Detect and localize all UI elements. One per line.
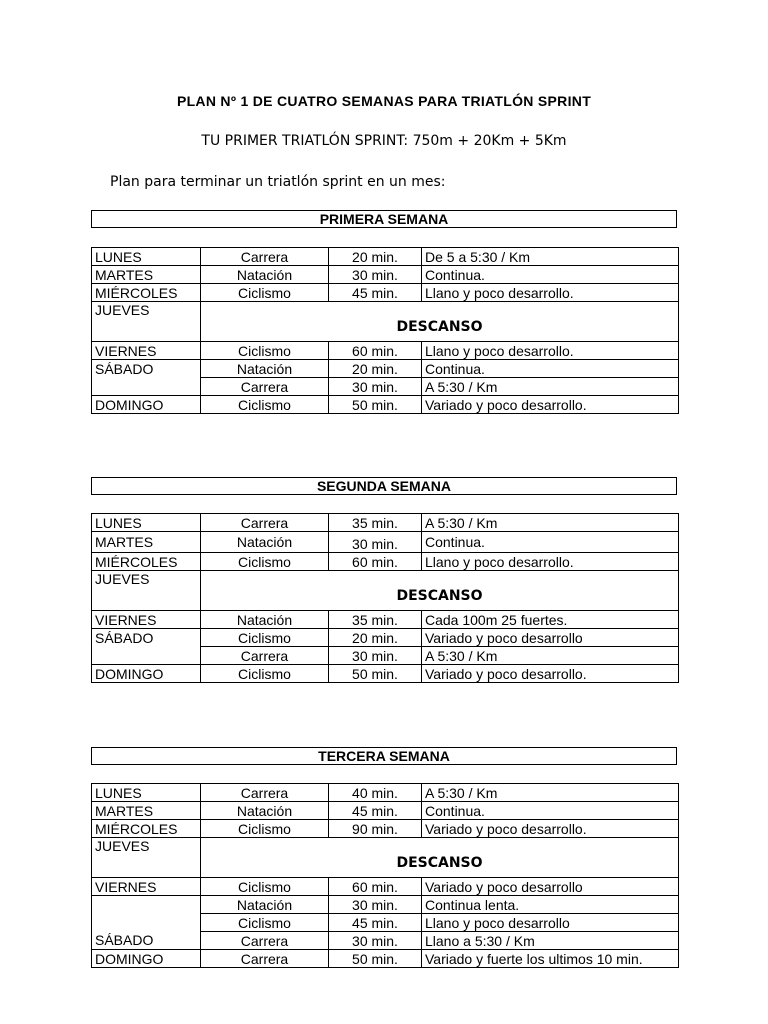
day-cell: [92, 647, 201, 665]
time-cell: 45 min.: [329, 284, 422, 302]
activity-cell: Ciclismo: [201, 553, 329, 571]
time-cell: 50 min.: [329, 396, 422, 414]
table-row: [92, 248, 679, 266]
week-2-header: SEGUNDA SEMANA: [91, 477, 677, 495]
activity-cell: Carrera: [201, 784, 329, 802]
activity-cell: Ciclismo: [201, 914, 329, 932]
day-cell: JUEVES: [92, 571, 201, 611]
time-cell: 30 min.: [329, 378, 422, 396]
table-row: [92, 820, 679, 838]
table-row: [92, 896, 679, 914]
time-cell: 40 min.: [329, 784, 422, 802]
desc-cell: Variado y poco desarrollo: [422, 629, 679, 647]
day-cell: MIÉRCOLES: [92, 820, 201, 838]
activity-cell: Natación: [201, 611, 329, 629]
day-cell: LUNES: [92, 248, 201, 266]
desc-cell: Llano a 5:30 / Km: [422, 932, 679, 950]
desc-cell: Llano y poco desarrollo.: [422, 553, 679, 571]
table-row: [92, 802, 679, 820]
day-cell: MARTES: [92, 266, 201, 284]
activity-cell: Carrera: [201, 378, 329, 396]
activity-cell: Natación: [201, 896, 329, 914]
day-cell: SÁBADO: [92, 932, 201, 950]
time-cell: 60 min.: [329, 878, 422, 896]
time-cell: 45 min.: [329, 802, 422, 820]
activity-cell: Ciclismo: [201, 878, 329, 896]
time-cell: 30 min.: [329, 266, 422, 284]
intro-text: Plan para terminar un triatlón sprint en un mes:: [110, 174, 446, 190]
time-cell: 50 min.: [329, 665, 422, 683]
activity-cell: Ciclismo: [201, 396, 329, 414]
day-cell: MIÉRCOLES: [92, 553, 201, 571]
day-cell: MARTES: [92, 802, 201, 820]
table-row: [92, 396, 679, 414]
desc-cell: Continua.: [422, 266, 679, 284]
rest-label: DESCANSO: [201, 838, 679, 878]
page-subtitle: TU PRIMER TRIATLÓN SPRINT: 750m + 20Km + 5Km: [201, 133, 567, 149]
activity-cell: Carrera: [201, 950, 329, 968]
time-cell: 35 min.: [329, 611, 422, 629]
day-cell: VIERNES: [92, 611, 201, 629]
activity-cell: Natación: [201, 266, 329, 284]
table-row: [92, 611, 679, 629]
table-row: [92, 553, 679, 571]
table-row: [92, 647, 679, 665]
day-cell: VIERNES: [92, 342, 201, 360]
time-cell: 35 min.: [329, 514, 422, 532]
table-row-rest: [92, 302, 679, 342]
desc-cell: Llano y poco desarrollo.: [422, 284, 679, 302]
week-3-header: TERCERA SEMANA: [91, 747, 677, 765]
page-title: PLAN Nº 1 DE CUATRO SEMANAS PARA TRIATLÓN SPRINT: [176, 93, 592, 109]
table-row: [92, 378, 679, 396]
table-row-rest: [92, 571, 679, 611]
week-1-header: PRIMERA SEMANA: [91, 210, 677, 228]
desc-cell: Variado y poco desarrollo.: [422, 820, 679, 838]
table-row-rest: [92, 838, 679, 878]
table-row: [92, 342, 679, 360]
desc-cell: A 5:30 / Km: [422, 514, 679, 532]
activity-cell: Natación: [201, 802, 329, 820]
table-row: [92, 665, 679, 683]
time-cell: 30 min.: [329, 647, 422, 665]
day-cell: LUNES: [92, 514, 201, 532]
week-1-table: [91, 247, 679, 414]
day-cell: [92, 896, 201, 914]
activity-cell: Carrera: [201, 647, 329, 665]
table-row: [92, 950, 679, 968]
activity-cell: Ciclismo: [201, 342, 329, 360]
activity-cell: Ciclismo: [201, 665, 329, 683]
time-cell: 20 min.: [329, 360, 422, 378]
desc-cell: Llano y poco desarrollo.: [422, 342, 679, 360]
table-row: [92, 266, 679, 284]
desc-cell: Continua.: [422, 360, 679, 378]
day-cell: SÁBADO: [92, 360, 201, 378]
day-cell: JUEVES: [92, 302, 201, 342]
table-row: [92, 514, 679, 532]
desc-cell: Variado y poco desarrollo: [422, 878, 679, 896]
activity-cell: Natación: [201, 532, 329, 553]
desc-cell: De 5 a 5:30 / Km: [422, 248, 679, 266]
time-cell: 30 min.: [329, 532, 422, 553]
desc-cell: A 5:30 / Km: [422, 784, 679, 802]
table-row: [92, 878, 679, 896]
desc-cell: Cada 100m 25 fuertes.: [422, 611, 679, 629]
activity-cell: Carrera: [201, 932, 329, 950]
table-row: [92, 284, 679, 302]
desc-cell: Variado y fuerte los ultimos 10 min.: [422, 950, 679, 968]
day-cell: MARTES: [92, 532, 201, 553]
table-row: [92, 784, 679, 802]
day-cell: LUNES: [92, 784, 201, 802]
activity-cell: Ciclismo: [201, 820, 329, 838]
day-cell: [92, 914, 201, 932]
day-cell: MIÉRCOLES: [92, 284, 201, 302]
table-row: [92, 629, 679, 647]
day-cell: VIERNES: [92, 878, 201, 896]
day-cell: SÁBADO: [92, 629, 201, 647]
desc-cell: Continua.: [422, 532, 679, 553]
time-cell: 50 min.: [329, 950, 422, 968]
time-cell: 30 min.: [329, 932, 422, 950]
rest-label: DESCANSO: [201, 302, 679, 342]
day-cell: DOMINGO: [92, 396, 201, 414]
time-cell: 60 min.: [329, 553, 422, 571]
desc-cell: A 5:30 / Km: [422, 647, 679, 665]
activity-cell: Ciclismo: [201, 629, 329, 647]
day-cell: JUEVES: [92, 838, 201, 878]
time-cell: 45 min.: [329, 914, 422, 932]
table-row: [92, 360, 679, 378]
desc-cell: Llano y poco desarrollo: [422, 914, 679, 932]
desc-cell: Variado y poco desarrollo.: [422, 665, 679, 683]
time-cell: 20 min.: [329, 248, 422, 266]
table-row: [92, 932, 679, 950]
day-cell: DOMINGO: [92, 665, 201, 683]
time-cell: 20 min.: [329, 629, 422, 647]
time-cell: 30 min.: [329, 896, 422, 914]
desc-cell: A 5:30 / Km: [422, 378, 679, 396]
time-cell: 90 min.: [329, 820, 422, 838]
desc-cell: Continua.: [422, 802, 679, 820]
day-cell: [92, 378, 201, 396]
activity-cell: Ciclismo: [201, 284, 329, 302]
week-3-table: [91, 783, 679, 968]
day-cell: DOMINGO: [92, 950, 201, 968]
activity-cell: Carrera: [201, 248, 329, 266]
rest-label: DESCANSO: [201, 571, 679, 611]
desc-cell: Continua lenta.: [422, 896, 679, 914]
activity-cell: Carrera: [201, 514, 329, 532]
activity-cell: Natación: [201, 360, 329, 378]
table-row: [92, 914, 679, 932]
table-row: [92, 532, 679, 553]
week-2-table: [91, 513, 679, 683]
desc-cell: Variado y poco desarrollo.: [422, 396, 679, 414]
time-cell: 60 min.: [329, 342, 422, 360]
